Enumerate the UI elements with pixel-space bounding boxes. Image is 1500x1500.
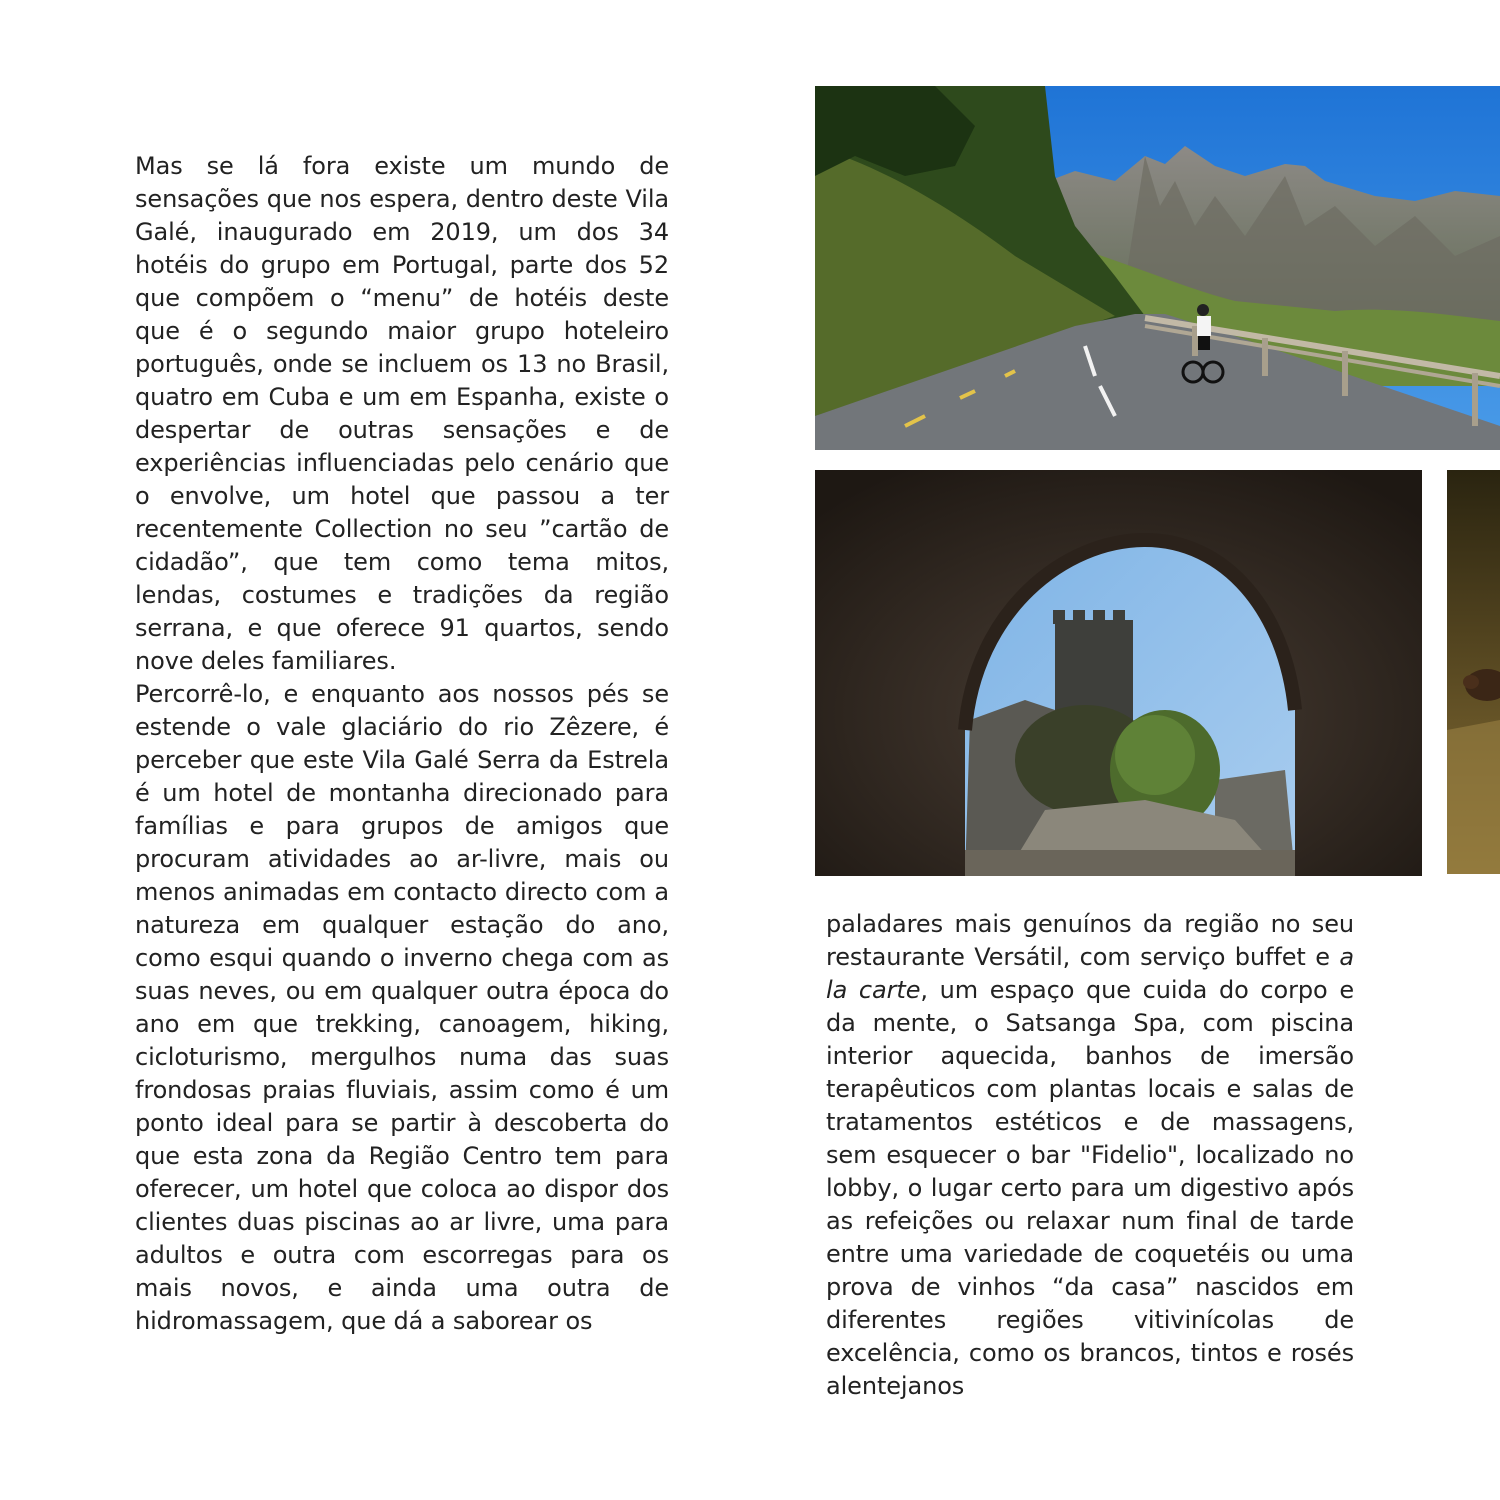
partial-animal-image: [1447, 470, 1500, 874]
right-text-column: [826, 908, 1354, 1403]
spa-bar-text: , um espaço que cuida do corpo e da mente, o Satsanga Spa, com piscina interior aquecida, banhos de imersão terapêuticos com plantas locais e salas de tratamentos estéticos e de massagens, sem esquecer o bar "Fidelio", localizado no lobby, o lugar certo para um digestivo após as refeições ou relaxar num final de tarde entre uma variedade de coquetéis ou uma prova de vinhos “da casa” nascidos em diferentes regiões vitivinícolas de excelência, como os brancos, tintos e rosés alentejanos: [826, 976, 1354, 1400]
paragraph-hotel-activities: Percorrê-lo, e enquanto aos nossos pés se estende o vale glaciário do rio Zêzere, é perceber que este Vila Galé Serra da Estrela é um hotel de montanha direcionado para famílias e para grupos de amigos que procuram atividades ao ar-livre, mais ou menos animadas em contacto directo com a natureza em qualquer estação do ano, como esqui quando o inverno chega com as suas neves, ou em qualquer outra época do ano em que trekking, canoagem, hiking, cicloturismo, mergulhos numa das suas frondosas praias fluviais, assim como é um ponto ideal para se partir à descoberta do que esta zona da Região Centro tem para oferecer, um hotel que coloca ao dispor dos clientes duas piscinas ao ar livre, uma para adultos e outra com escorregas para os mais novos, e ainda uma outra de hidromassagem, que dá a saborear os: [135, 680, 669, 1335]
paragraph-hotel-intro: Mas se lá fora existe um mundo de sensações que nos espera, dentro deste Vila Galé, inaugurado em 2019, um dos 34 hotéis do grupo em Portugal, parte dos 52 que compõem o “menu” de hotéis deste que é o segundo maior grupo hoteleiro português, onde se incluem os 13 no Brasil, quatro em Cuba e um em Espanha, existe o despertar de outras sensações e de experiências influenciadas pelo cenário que o envolve, um hotel que passou a ter recentemente Collection no seu ”cartão de cidadão”, que tem como tema mitos, lendas, costumes e tradições da região serrana, e que oferece 91 quartos, sendo nove deles familiares.: [135, 152, 669, 675]
a-la-carte-italic: a la carte: [826, 943, 1354, 1004]
castle-arch-image: [815, 470, 1422, 876]
mountain-road-photo: [815, 86, 1500, 450]
paragraph-restaurant-spa: [826, 908, 1354, 1403]
restaurant-text: paladares mais genuínos da região no seu restaurante Versátil, com serviço buffet e: [826, 910, 1354, 971]
partial-animal-photo: [1447, 470, 1500, 874]
mountain-road-image: [815, 86, 1500, 450]
left-text-column: [135, 150, 669, 1338]
castle-arch-photo: [815, 470, 1422, 876]
